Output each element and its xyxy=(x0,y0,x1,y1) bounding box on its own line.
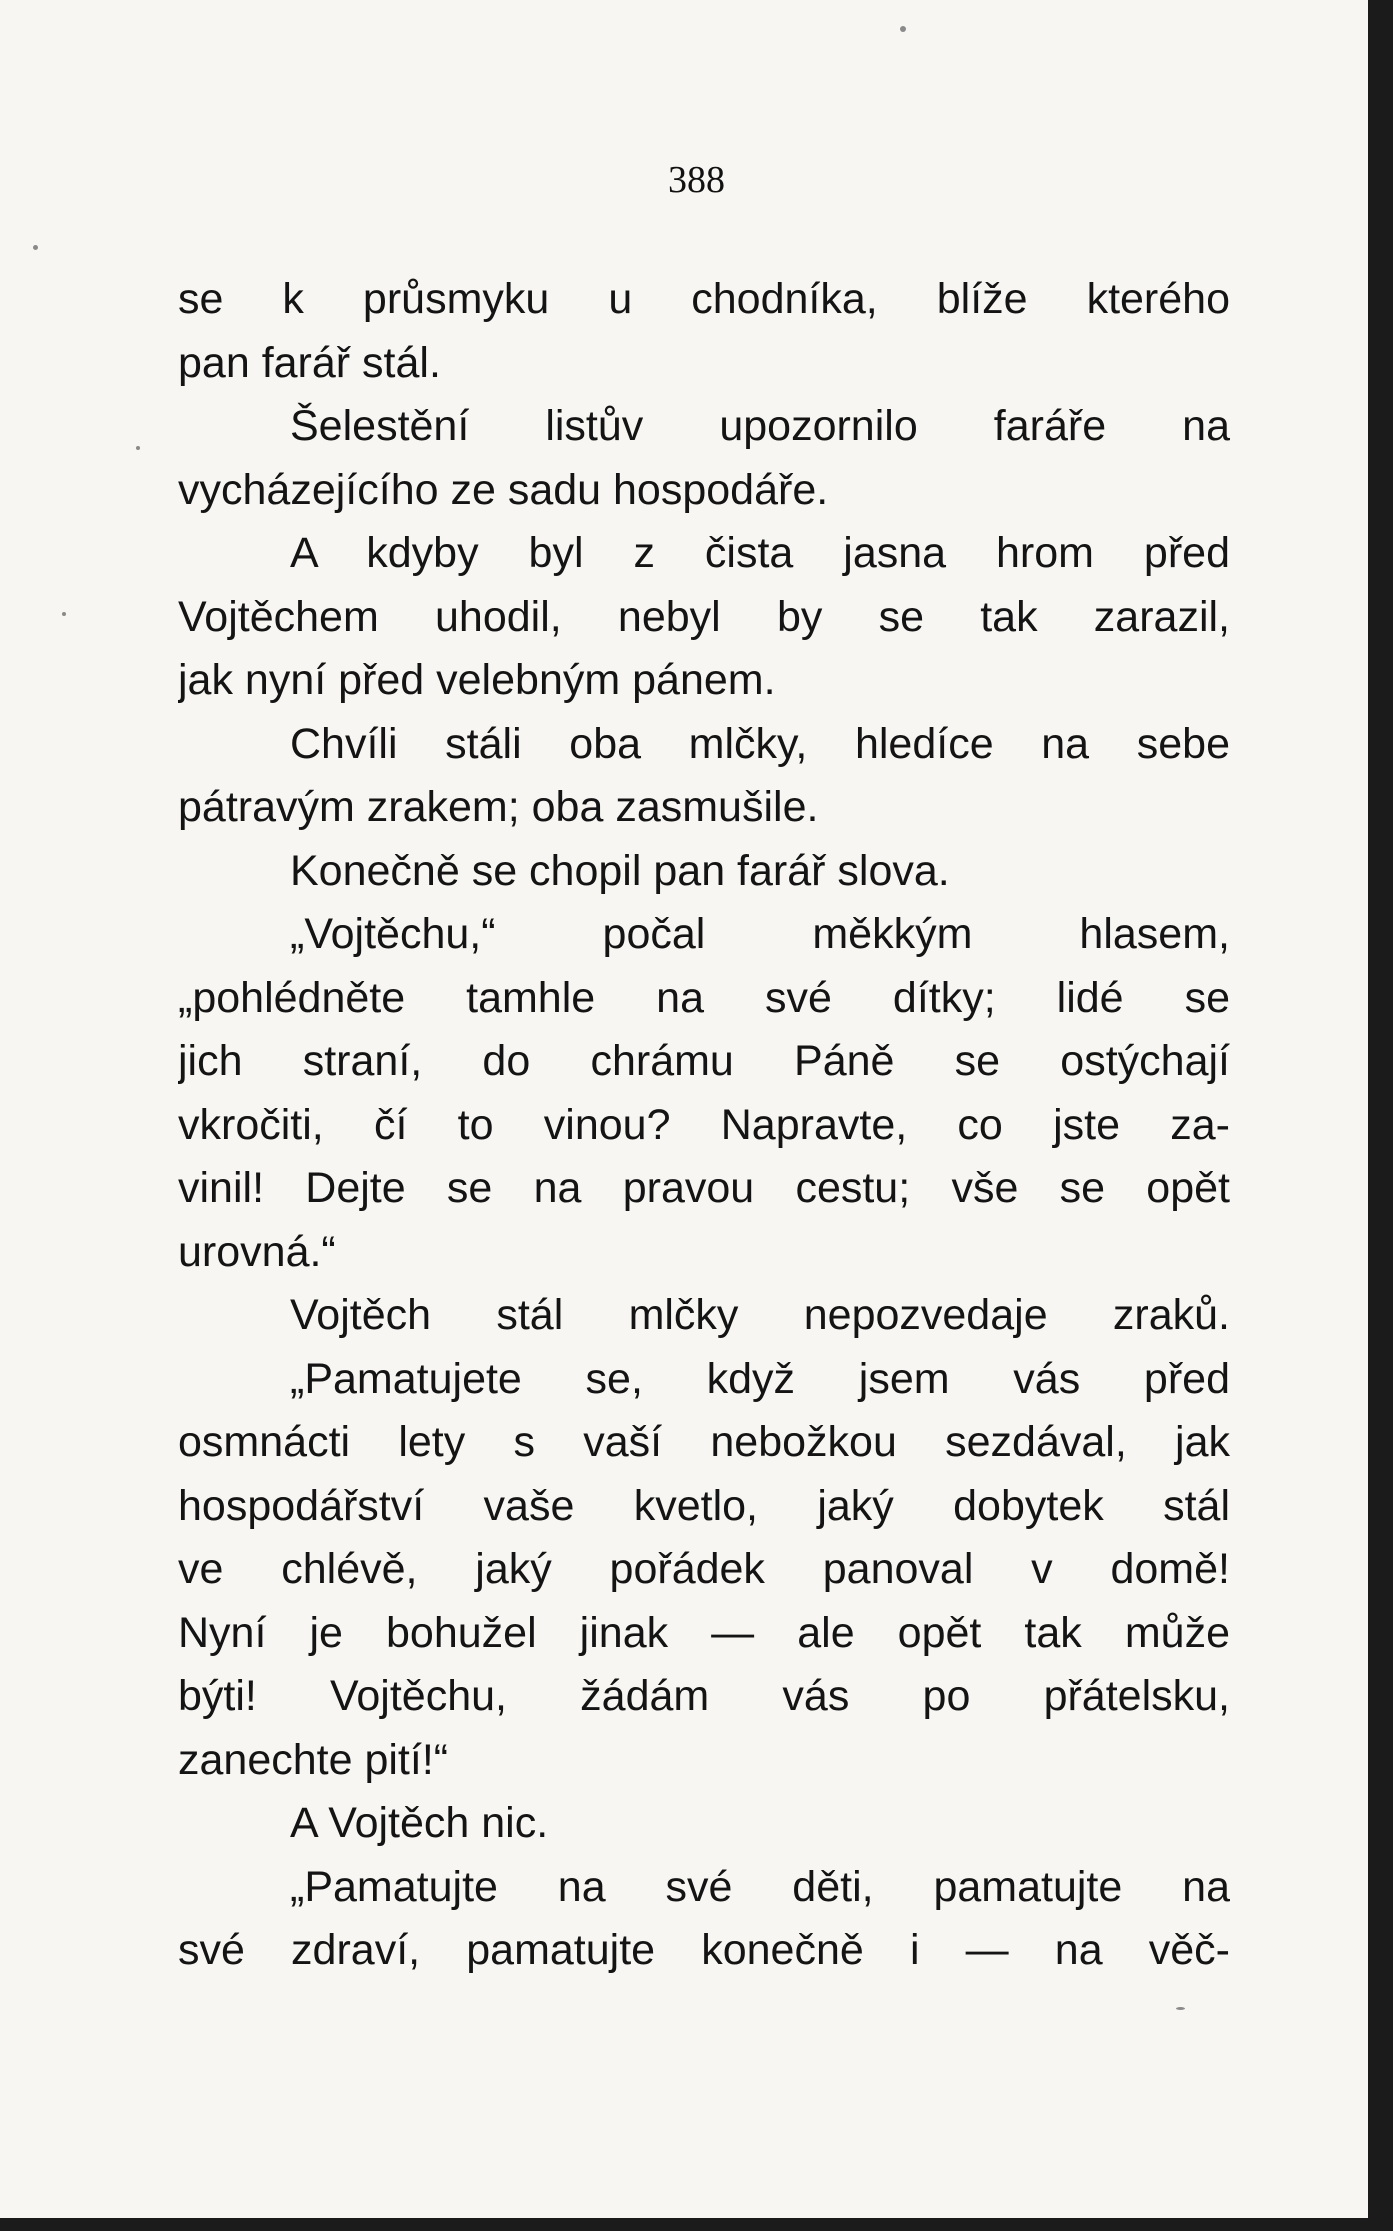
text-line: A Vojtěch nic. xyxy=(290,1799,549,1847)
text-line: pátravým zrakem; oba zasmušile. xyxy=(178,783,819,831)
text-line: býti! Vojtěchu, žádám vás po přátelsku, xyxy=(178,1672,1230,1720)
text-line: Konečně se chopil pan farář slova. xyxy=(290,846,950,895)
text-line: jak nyní před velebným pánem. xyxy=(178,656,776,704)
text-line: Vojtěchem uhodil, nebyl by se tak zarazil, xyxy=(178,592,1230,641)
text-line: ve chlévě, jaký pořádek panoval v domě! xyxy=(178,1545,1230,1593)
text-line: vinil! Dejte se na pravou cestu; vše se opět xyxy=(178,1164,1230,1212)
text-line: „pohlédněte tamhle na své dítky; lidé se xyxy=(178,973,1230,1022)
text-line: pan farář stál. xyxy=(178,338,441,387)
scan-border-bottom xyxy=(0,2218,1393,2231)
text-line: Vojtěch stál mlčky nepozvedaje zraků. xyxy=(290,1291,1230,1339)
text-line: vkročiti, čí to vinou? Napravte, co jste za- xyxy=(178,1100,1230,1149)
paper-speck xyxy=(33,245,38,250)
text-line: urovná.“ xyxy=(178,1227,336,1276)
text-line: vycházejícího ze sadu hospodáře. xyxy=(178,465,829,514)
text-line: Šelestění listův upozornilo faráře na xyxy=(290,402,1230,450)
paper-speck xyxy=(62,612,66,616)
paper-speck xyxy=(136,446,140,450)
text-line: Chvíli stáli oba mlčky, hledíce na sebe xyxy=(290,719,1230,768)
text-line: „Vojtěchu,“ počal měkkým hlasem, xyxy=(290,910,1230,958)
text-line: osmnácti lety s vaší nebožkou sezdával, jak xyxy=(178,1418,1230,1466)
text-line: se k průsmyku u chodníka, blíže kterého xyxy=(178,275,1230,323)
text-line: A kdyby byl z čista jasna hrom před xyxy=(290,529,1230,577)
text-line: jich straní, do chrámu Páně se ostýchají xyxy=(178,1037,1230,1085)
text-line: své zdraví, pamatujte konečně i — na věč- xyxy=(178,1926,1230,1974)
text-line: hospodářství vaše kvetlo, jaký dobytek stál xyxy=(178,1481,1230,1530)
paper-speck xyxy=(1176,2007,1185,2010)
page-number: 388 xyxy=(668,159,725,201)
body-text xyxy=(178,268,1230,1983)
text-line: „Pamatujte na své děti, pamatujte na xyxy=(290,1862,1230,1911)
text-line: „Pamatujete se, když jsem vás před xyxy=(290,1354,1230,1403)
text-line: zanechte pití!“ xyxy=(178,1735,449,1784)
text-line: Nyní je bohužel jinak — ale opět tak může xyxy=(178,1608,1230,1657)
scan-border-right xyxy=(1368,0,1393,2231)
paper-speck xyxy=(900,26,906,32)
